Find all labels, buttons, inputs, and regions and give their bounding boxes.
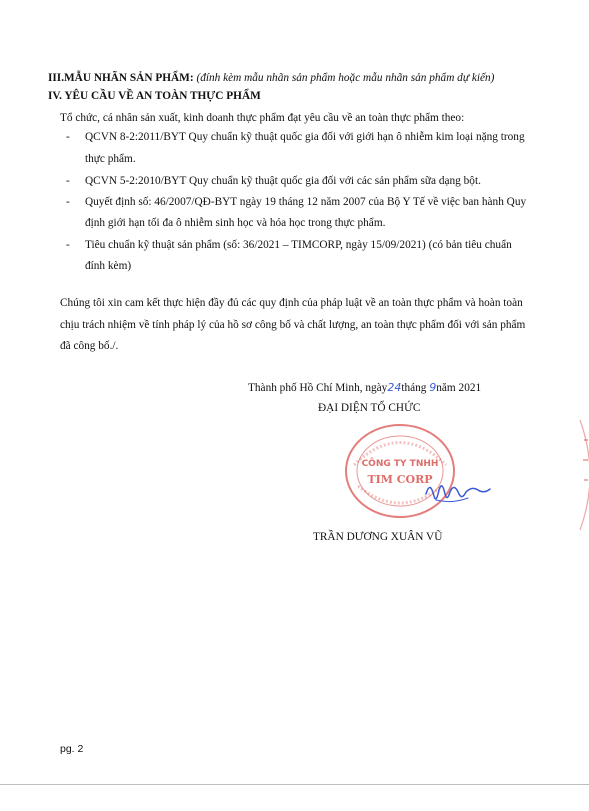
date-year: năm 2021 — [436, 382, 482, 394]
commitment-line-3: đã công bố./. — [60, 340, 119, 352]
bullet-dash: - — [66, 131, 70, 143]
section-3-note: (đính kèm mẫu nhãn sản phẩm hoặc mẫu nhãn sản phẩm dự kiến) — [196, 72, 495, 84]
edge-stamp-fragment — [570, 420, 589, 530]
list-item-3-line-2: định giới hạn tối đa ô nhiễm sinh học và hóa học trong thực phẩm. — [85, 217, 386, 229]
section-4-title: IV. YÊU CẦU VỀ AN TOÀN THỰC PHẨM — [48, 90, 261, 102]
bullet-dash: - — [66, 196, 70, 208]
date-month-label: tháng — [401, 382, 427, 394]
list-item-1-line-2: thực phẩm. — [85, 153, 136, 165]
signer-name: TRẦN DƯƠNG XUÂN VŨ — [313, 531, 443, 543]
bullet-dash: - — [66, 239, 70, 251]
section-3-title: III.MẪU NHÃN SẢN PHẨM: — [48, 72, 194, 84]
commitment-line-2: chịu trách nhiệm về tính pháp lý của hồ sơ công bố và chất lượng, an toàn thực phẩm đối với sản phẩm — [60, 319, 526, 331]
stamp-name: TIM CORP — [367, 473, 433, 486]
date-prefix: Thành phố Hồ Chí Minh, ngày — [248, 382, 388, 394]
bullet-dash: - — [66, 175, 70, 187]
section-3-heading — [48, 71, 494, 85]
list-item-2-line-1: QCVN 5-2:2010/BYT Quy chuẩn kỹ thuật quốc gia đối với các sản phẩm sữa dạng bột. — [85, 175, 481, 187]
list-item-1-line-1: QCVN 8-2:2011/BYT Quy chuẩn kỹ thuật quốc gia đối với giới hạn ô nhiễm kim loại nặng trong — [85, 131, 525, 143]
page-bottom-border — [0, 784, 589, 785]
date-day: 24 — [387, 381, 402, 394]
signature — [422, 474, 494, 508]
list-item-3-line-1: Quyết định số: 46/2007/QĐ-BYT ngày 19 tháng 12 năm 2007 của Bộ Y Tế về việc ban hành Quy — [85, 196, 527, 208]
list-item-4-line-2: đính kèm) — [85, 260, 132, 272]
page-number: pg. 2 — [60, 743, 84, 755]
commitment-line-1: Chúng tôi xin cam kết thực hiện đầy đủ các quy định của pháp luật về an toàn thực phẩm và hoàn toàn — [60, 297, 523, 309]
representative-title: ĐẠI DIỆN TỔ CHỨC — [318, 402, 421, 414]
stamp-company: CÔNG TY TNHH — [361, 459, 439, 469]
date-line — [248, 381, 481, 395]
intro-text: Tổ chức, cá nhân sản xuất, kinh doanh thực phẩm đạt yêu cầu về an toàn thực phẩm theo: — [60, 112, 465, 124]
date-month: 9 — [429, 381, 437, 394]
list-item-4-line-1: Tiêu chuẩn kỹ thuật sản phẩm (số: 36/2021 – TIMCORP, ngày 15/09/2021) (có bản tiêu chuẩn — [85, 239, 512, 251]
